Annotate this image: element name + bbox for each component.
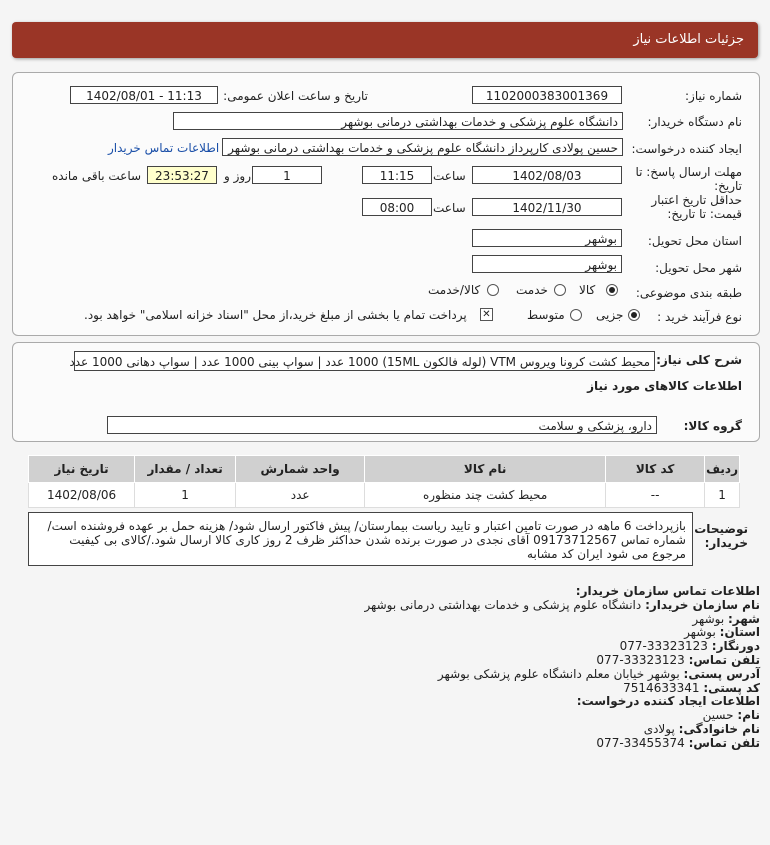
contact-province-label: استان: bbox=[719, 625, 760, 640]
buyer-contact-link[interactable]: اطلاعات تماس خریدار bbox=[108, 141, 220, 155]
contact-section bbox=[20, 585, 760, 751]
deadline-time-label: ساعت bbox=[433, 169, 466, 183]
cell-date: 1402/08/06 bbox=[29, 483, 135, 508]
col-row: ردیف bbox=[705, 456, 740, 483]
col-name: نام کالا bbox=[365, 456, 606, 483]
buyer-org-label: نام دستگاه خریدار: bbox=[647, 115, 742, 129]
treasury-checkbox[interactable]: ✕ bbox=[480, 308, 493, 321]
contact-org-label: نام سازمان خریدار: bbox=[645, 597, 760, 612]
col-qty: تعداد / مقدار bbox=[135, 456, 236, 483]
creator-phone-label: تلفن تماس: bbox=[688, 735, 760, 750]
category-radio-goods-service[interactable] bbox=[487, 284, 499, 296]
buyer-notes-field: بازپرداخت 6 ماهه در صورت تامین اعتبار و تایید ریاست بیمارستان/ پیش فاکتور ارسال شود/ هزینه حمل بر عهده فروشنده است/ شماره تماس 09173712567 آقای نجدی در صورت برنده شدن حداکثر ظرف 2 روز کاری کالا ارسال شود./کالای بی کیفیت مرجوع می شود ایران کد مشابه bbox=[28, 512, 693, 566]
contact-province: بوشهر bbox=[684, 625, 716, 640]
category-radio-service[interactable] bbox=[554, 284, 566, 296]
creator-phone-row bbox=[20, 737, 760, 751]
contact-org: دانشگاه علوم پزشکی و خدمات بهداشتی درمانی بوشهر bbox=[364, 597, 642, 612]
contact-fax-label: دورنگار: bbox=[711, 639, 760, 654]
contact-title: اطلاعات تماس سازمان خریدار: bbox=[575, 584, 760, 598]
province-field: بوشهر bbox=[472, 229, 622, 247]
contact-postal-label: کد پستی: bbox=[703, 680, 760, 695]
creator-family-label: نام خانوادگی: bbox=[678, 721, 760, 736]
goods-group-label: گروه کالا: bbox=[683, 419, 742, 433]
col-code: کد کالا bbox=[606, 456, 705, 483]
creator-family: پولادی bbox=[643, 721, 675, 736]
validity-label: حداقل تاریخ اعتبار قیمت: تا تاریخ: bbox=[651, 193, 742, 221]
validity-date-field: 1402/11/30 bbox=[472, 198, 622, 216]
col-unit: واحد شمارش bbox=[236, 456, 365, 483]
contact-phone-row bbox=[20, 654, 760, 668]
remaining-time-field: 23:53:27 bbox=[147, 166, 217, 184]
deadline-date-field: 1402/08/03 bbox=[472, 166, 622, 184]
summary-label: شرح کلی نیاز: bbox=[656, 353, 742, 367]
items-table-header bbox=[29, 456, 740, 483]
need-number-field: 1102000383001369 bbox=[472, 86, 622, 104]
contact-phone: 077-33323123 bbox=[596, 652, 685, 667]
cell-code: -- bbox=[606, 483, 705, 508]
category-option-service: خدمت bbox=[516, 283, 548, 297]
contact-postal: 7514633341 bbox=[623, 680, 700, 695]
process-label: نوع فرآیند خرید : bbox=[657, 310, 742, 324]
creator-name: حسین bbox=[702, 708, 734, 723]
contact-phone-label: تلفن تماس: bbox=[688, 652, 760, 667]
creator-field: حسین پولادی کارپرداز دانشگاه علوم پزشکی و خدمات بهداشتی درمانی بوشهر bbox=[222, 138, 623, 156]
page-title: جزئیات اطلاعات نیاز bbox=[633, 32, 744, 47]
days-field: 1 bbox=[252, 166, 322, 184]
creator-info-title: اطلاعات ایجاد کننده درخواست: bbox=[576, 694, 760, 709]
buyer-org-field: دانشگاه علوم پزشکی و خدمات بهداشتی درمانی بوشهر bbox=[173, 112, 623, 130]
col-date: تاریخ نیاز bbox=[29, 456, 135, 483]
process-radio-minor[interactable] bbox=[628, 309, 640, 321]
contact-org-row bbox=[20, 599, 760, 613]
creator-family-row bbox=[20, 723, 760, 737]
contact-address: بوشهر خیابان معلم دانشگاه علوم پزشکی بوشهر bbox=[437, 666, 680, 681]
category-label: طبقه بندی موضوعی: bbox=[635, 286, 742, 300]
category-option-goods-service: کالا/خدمت bbox=[428, 283, 481, 297]
validity-time-label: ساعت bbox=[433, 201, 466, 215]
city-field: بوشهر bbox=[472, 255, 622, 273]
cell-qty: 1 bbox=[135, 483, 236, 508]
creator-name-label: نام: bbox=[737, 708, 760, 723]
province-label: استان محل تحویل: bbox=[647, 234, 742, 248]
contact-city-row bbox=[20, 613, 760, 627]
payment-note: پرداخت تمام یا بخشی از مبلغ خرید،از محل "اسناد خزانه اسلامی" خواهد بود. bbox=[84, 308, 467, 322]
category-option-goods: کالا bbox=[579, 283, 596, 297]
process-option-minor: جزیی bbox=[596, 308, 624, 322]
deadline-label: مهلت ارسال پاسخ: تا تاریخ: bbox=[635, 165, 742, 193]
remaining-label: ساعت باقی مانده bbox=[52, 169, 142, 183]
city-label: شهر محل تحویل: bbox=[655, 261, 742, 275]
need-number-label: شماره نیاز: bbox=[685, 89, 742, 103]
summary-field: محیط کشت کرونا ویروس VTM (لوله فالکون 15ML) 1000 عدد | سواپ بینی 1000 عدد | سواپ دهانی 1000 عدد bbox=[74, 351, 655, 371]
cell-name: محیط کشت چند منظوره bbox=[365, 483, 606, 508]
validity-time-field: 08:00 bbox=[362, 198, 432, 216]
contact-address-label: آدرس پستی: bbox=[683, 666, 760, 681]
process-option-medium: متوسط bbox=[527, 308, 565, 322]
contact-city-label: شهر: bbox=[728, 611, 760, 626]
contact-fax: 077-33323123 bbox=[619, 639, 708, 654]
announce-field: 1402/08/01 - 11:13 bbox=[70, 86, 218, 104]
goods-group-field: دارو، پزشکی و سلامت bbox=[107, 416, 657, 434]
contact-province-row bbox=[20, 626, 760, 640]
table-row bbox=[29, 483, 740, 508]
contact-postal-row bbox=[20, 682, 760, 696]
cell-row: 1 bbox=[705, 483, 740, 508]
announce-label: تاریخ و ساعت اعلان عمومی: bbox=[223, 89, 368, 103]
page-header bbox=[12, 22, 758, 58]
contact-address-row bbox=[20, 668, 760, 682]
buyer-notes-label: توضیحات خریدار: bbox=[694, 522, 748, 550]
process-radio-medium[interactable] bbox=[570, 309, 582, 321]
cell-unit: عدد bbox=[236, 483, 365, 508]
items-table bbox=[28, 455, 740, 508]
category-radio-goods[interactable] bbox=[606, 284, 618, 296]
contact-fax-row bbox=[20, 640, 760, 654]
days-label: روز و bbox=[224, 169, 251, 183]
creator-name-row bbox=[20, 709, 760, 723]
goods-info-title: اطلاعات کالاهای مورد نیاز bbox=[587, 379, 742, 393]
deadline-time-field: 11:15 bbox=[362, 166, 432, 184]
contact-city: بوشهر bbox=[692, 611, 725, 626]
creator-phone: 077-33455374 bbox=[596, 735, 685, 750]
creator-label: ایجاد کننده درخواست: bbox=[631, 142, 742, 156]
